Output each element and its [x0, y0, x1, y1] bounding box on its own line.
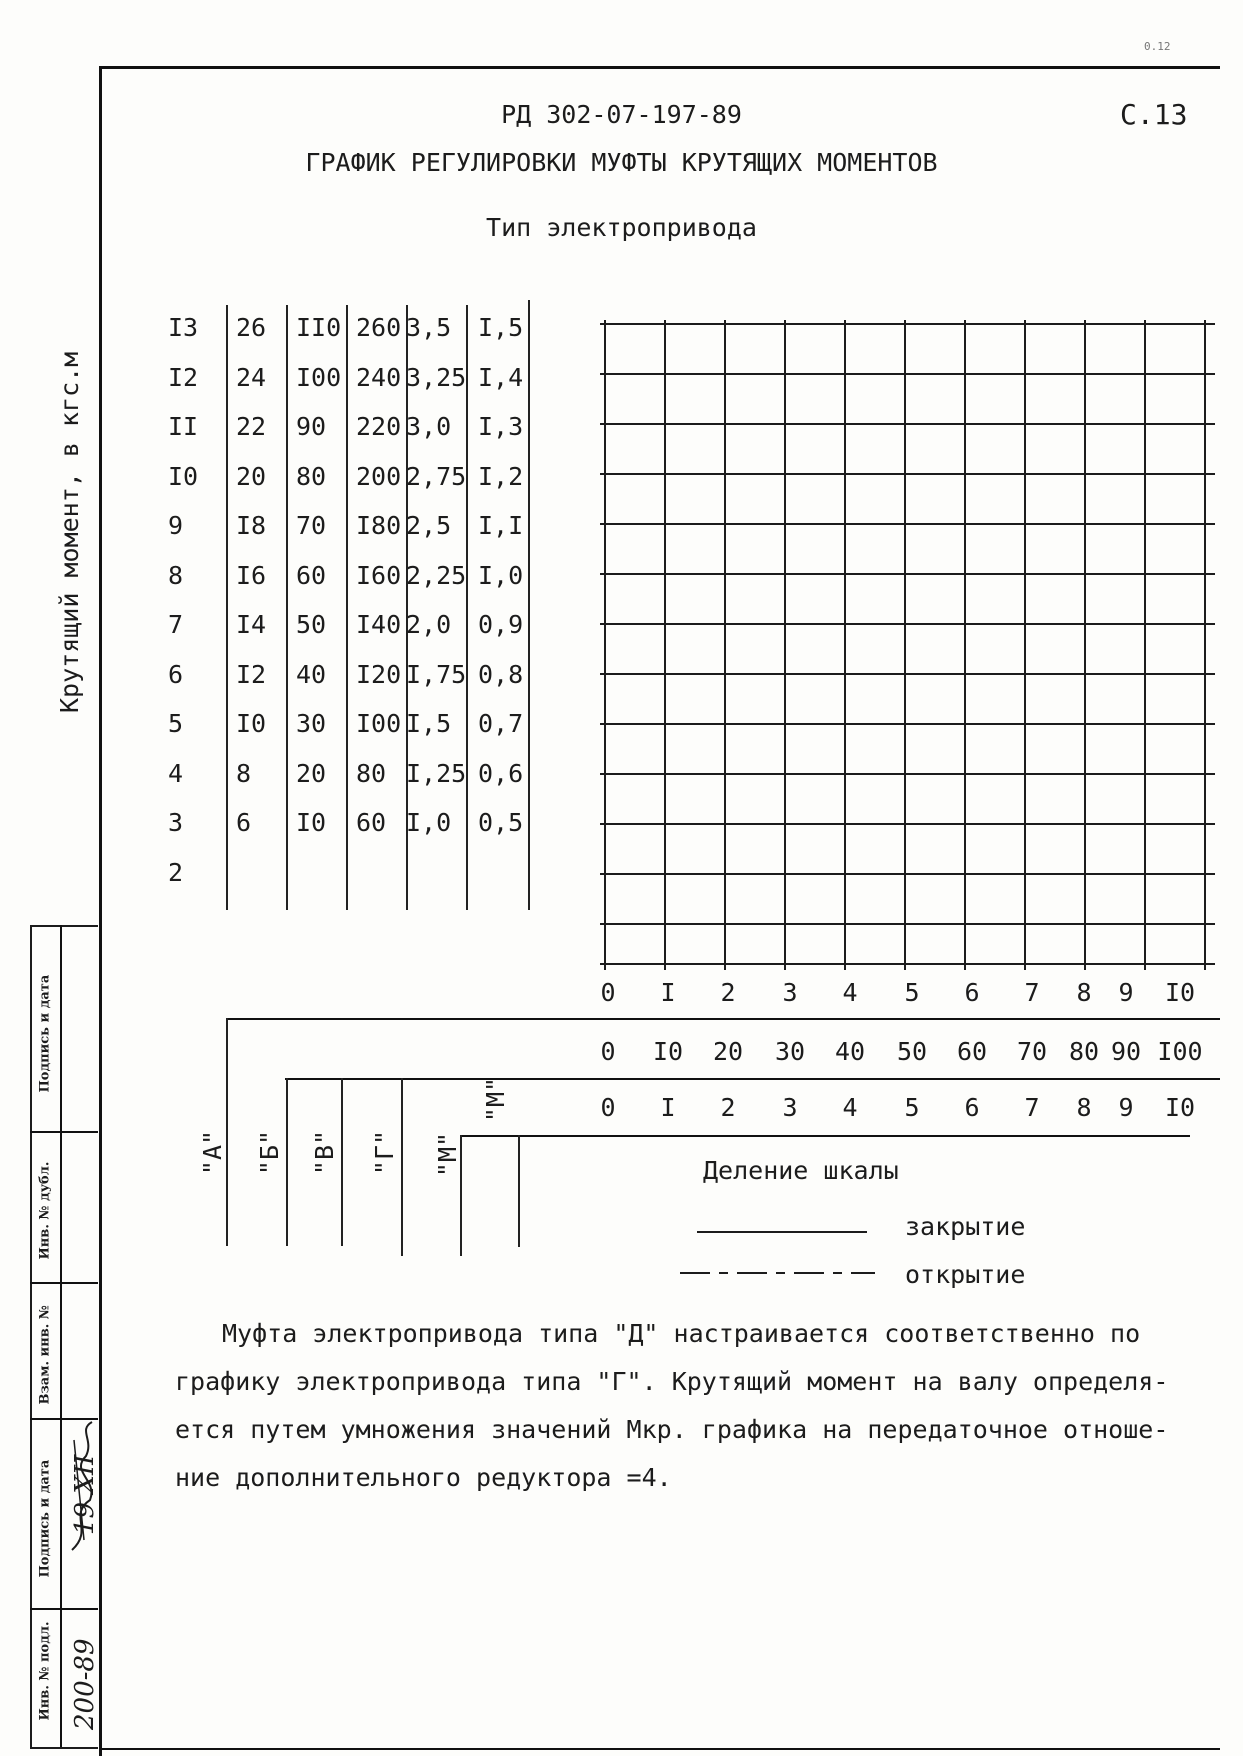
- torque-cell: 8: [236, 758, 252, 788]
- torque-cell: I00: [296, 362, 342, 392]
- scale-row1-tick: 3: [782, 978, 798, 1007]
- stamp-label-vzam: Взам. инв. №: [37, 1305, 53, 1405]
- table-rule: [346, 305, 348, 910]
- page-title: ГРАФИК РЕГУЛИРОВКИ МУФТЫ КРУТЯЩИХ МОМЕНТОВ: [305, 148, 938, 177]
- torque-row-value: I0: [168, 461, 199, 491]
- torque-cell: I60: [356, 560, 402, 590]
- scale-row3-tick: I0: [1164, 1093, 1196, 1122]
- doc-code: РД 302-07-197-89: [501, 100, 742, 129]
- torque-cell: 24: [236, 362, 267, 392]
- torque-cell: I00: [356, 709, 402, 738]
- torque-cell: I,I: [478, 511, 524, 540]
- stamp-label-inv-podl: Инв. № подл.: [37, 1621, 53, 1721]
- torque-cell: I,0: [406, 808, 452, 837]
- torque-cell: 260: [356, 313, 402, 342]
- drive-type-label: "М": [433, 1131, 463, 1178]
- table-rule: [286, 305, 288, 910]
- torque-cell: I4: [236, 610, 267, 639]
- torque-cell: 0,9: [478, 610, 524, 639]
- signature-scribble: [64, 1420, 100, 1560]
- scale-row2-tick: 80: [1068, 1037, 1100, 1066]
- page-number: С.13: [1120, 98, 1188, 131]
- corner-note: 0.12: [1144, 40, 1171, 53]
- scale-row1-tick: 6: [964, 978, 980, 1007]
- torque-cell: 60: [296, 560, 327, 590]
- torque-row-value: 2: [168, 857, 184, 887]
- torque-cell: 2,5: [406, 511, 452, 540]
- scale-row1-tick: 5: [904, 978, 920, 1007]
- scale-row3-tick: I: [660, 1093, 676, 1122]
- table-rule: [528, 300, 530, 910]
- scale-row2-tick: 70: [1016, 1037, 1048, 1066]
- scale-row3-tick: 3: [782, 1093, 798, 1122]
- torque-row-value: 4: [168, 758, 184, 788]
- torque-cell: 40: [296, 659, 327, 689]
- drive-type-label: "Г": [370, 1129, 400, 1176]
- scale-row3-tick: 2: [720, 1093, 736, 1122]
- stamp-divider: [30, 1608, 98, 1610]
- legend-closing: закрытие: [905, 1212, 1026, 1241]
- torque-cell: 90: [296, 412, 327, 441]
- scale-row3-tick: 6: [964, 1093, 980, 1122]
- torque-cell: I40: [356, 610, 402, 639]
- torque-cell: 26: [236, 313, 267, 342]
- scale-row1-tick: 7: [1024, 978, 1040, 1007]
- torque-cell: I,2: [478, 461, 524, 491]
- scale-row1-tick: 2: [720, 978, 736, 1007]
- torque-cell: 0,5: [478, 808, 524, 837]
- stamp-inv-number: 200-89: [70, 1638, 100, 1730]
- torque-cell: I,75: [406, 659, 467, 689]
- paragraph-line: ется путем умножения значений Мкр. графика на передаточное отноше-: [175, 1415, 1169, 1444]
- torque-cell: I80: [356, 511, 402, 540]
- torque-row-value: 3: [168, 808, 184, 837]
- closing-line-sample: [697, 1231, 867, 1233]
- drive-type-label: "А": [198, 1129, 228, 1176]
- torque-cell: I,3: [478, 412, 524, 441]
- torque-cell: I,0: [478, 560, 524, 590]
- stamp-divider: [30, 1131, 98, 1133]
- scale-row3-tick: 9: [1118, 1093, 1134, 1122]
- adjustment-grid: [600, 300, 1220, 990]
- scale-row2-tick: 20: [712, 1037, 744, 1066]
- torque-cell: 20: [296, 758, 327, 788]
- torque-row-value: I3: [168, 313, 199, 342]
- torque-row-value: 6: [168, 659, 184, 689]
- table-rule: [466, 305, 468, 910]
- torque-cell: 6: [236, 808, 252, 837]
- scale-row3-tick: 0: [600, 1093, 616, 1122]
- torque-cell: 2,75: [406, 461, 467, 491]
- torque-cell: 60: [356, 808, 387, 837]
- legend-opening: открытие: [905, 1260, 1026, 1289]
- paragraph-line: Муфта электропривода типа "Д" настраивается соответственно по: [222, 1319, 1141, 1348]
- torque-row-value: 7: [168, 610, 184, 639]
- scale-row2-tick: 60: [956, 1037, 988, 1066]
- torque-cell: I,5: [406, 709, 452, 738]
- torque-cell: II0: [296, 313, 342, 342]
- stamp-label-signature-2: Подпись и дата: [37, 974, 53, 1093]
- torque-cell: 0,7: [478, 709, 524, 738]
- scale-row2-tick: I00: [1157, 1037, 1203, 1066]
- torque-cell: I20: [356, 659, 402, 689]
- type-bracket: [341, 1078, 343, 1246]
- torque-cell: 2,25: [406, 560, 467, 590]
- stamp-divider: [30, 1282, 98, 1284]
- scale-row1-tick: I: [660, 978, 676, 1007]
- torque-cell: I,5: [478, 313, 524, 342]
- drive-type-label: "В": [310, 1129, 340, 1176]
- torque-cell: 220: [356, 412, 402, 441]
- scale-row1-tick: 8: [1076, 978, 1092, 1007]
- torque-cell: 50: [296, 610, 327, 639]
- scale-row2-tick: I0: [652, 1037, 684, 1066]
- torque-cell: 0,6: [478, 758, 524, 788]
- torque-cell: 200: [356, 461, 402, 491]
- paragraph-line: ние дополнительного редуктора =4.: [175, 1463, 672, 1492]
- frame-top: [100, 66, 1220, 69]
- torque-cell: I0: [296, 808, 327, 837]
- torque-cell: 22: [236, 412, 267, 441]
- torque-cell: I0: [236, 709, 267, 738]
- scale-line-3: [460, 1135, 1190, 1137]
- scale-line-2: [285, 1078, 1220, 1080]
- table-rule: [226, 305, 228, 910]
- torque-cell: 0,8: [478, 659, 524, 689]
- torque-cell: 240: [356, 362, 402, 392]
- scale-row2-tick: 40: [834, 1037, 866, 1066]
- torque-cell: I2: [236, 659, 267, 689]
- scale-row3-tick: 8: [1076, 1093, 1092, 1122]
- torque-cell: 20: [236, 461, 267, 491]
- drive-type-label: "М": [481, 1076, 511, 1123]
- scale-row3-tick: 5: [904, 1093, 920, 1122]
- scale-row1-tick: 9: [1118, 978, 1134, 1007]
- type-bracket: [286, 1078, 288, 1246]
- scale-row1-tick: 0: [600, 978, 616, 1007]
- scale-row3-tick: 7: [1024, 1093, 1040, 1122]
- frame-bottom: [100, 1748, 1220, 1750]
- torque-cell: 30: [296, 709, 327, 738]
- opening-line-sample: [680, 1270, 875, 1276]
- drive-type-label: "Б": [255, 1129, 285, 1176]
- torque-cell: I8: [236, 511, 267, 540]
- torque-cell: I,25: [406, 758, 467, 788]
- torque-cell: 80: [296, 461, 327, 491]
- scale-row1-tick: I0: [1164, 978, 1196, 1007]
- type-bracket: [401, 1078, 403, 1256]
- torque-cell: I6: [236, 560, 267, 590]
- stamp-label-signature: Подпись и дата: [37, 1459, 53, 1578]
- torque-row-value: II: [168, 412, 199, 441]
- stamp-label-inv-dubl: Инв. № дубл.: [37, 1161, 53, 1260]
- torque-axis-label: Крутящий момент, в кгс.м: [55, 351, 84, 713]
- torque-cell: 2,0: [406, 610, 452, 639]
- scale-row3-tick: 4: [842, 1093, 858, 1122]
- scale-row2-tick: 30: [774, 1037, 806, 1066]
- stamp-column-divider: [60, 925, 62, 1747]
- scale-line-1: [228, 1018, 1220, 1020]
- torque-row-value: 9: [168, 511, 184, 540]
- torque-cell: 3,0: [406, 412, 452, 441]
- torque-cell: 70: [296, 511, 327, 540]
- page-subtitle: Тип электропривода: [486, 213, 757, 242]
- torque-row-value: 8: [168, 560, 184, 590]
- scale-row1-tick: 4: [842, 978, 858, 1007]
- paragraph-line: графику электропривода типа "Г". Крутящий момент на валу определя-: [175, 1367, 1169, 1396]
- torque-cell: I,4: [478, 362, 524, 392]
- stamp-date-note: 19 XII: [70, 1454, 100, 1535]
- torque-row-value: 5: [168, 709, 184, 738]
- scale-row2-tick: 50: [896, 1037, 928, 1066]
- torque-cell: 3,25: [406, 362, 467, 392]
- torque-cell: 3,5: [406, 313, 452, 342]
- type-bracket: [518, 1135, 520, 1247]
- torque-row-value: I2: [168, 362, 199, 392]
- torque-cell: 80: [356, 758, 387, 788]
- legend-title: Деление шкалы: [703, 1156, 899, 1185]
- scale-row2-tick: 90: [1110, 1037, 1142, 1066]
- scale-row2-tick: 0: [600, 1037, 616, 1066]
